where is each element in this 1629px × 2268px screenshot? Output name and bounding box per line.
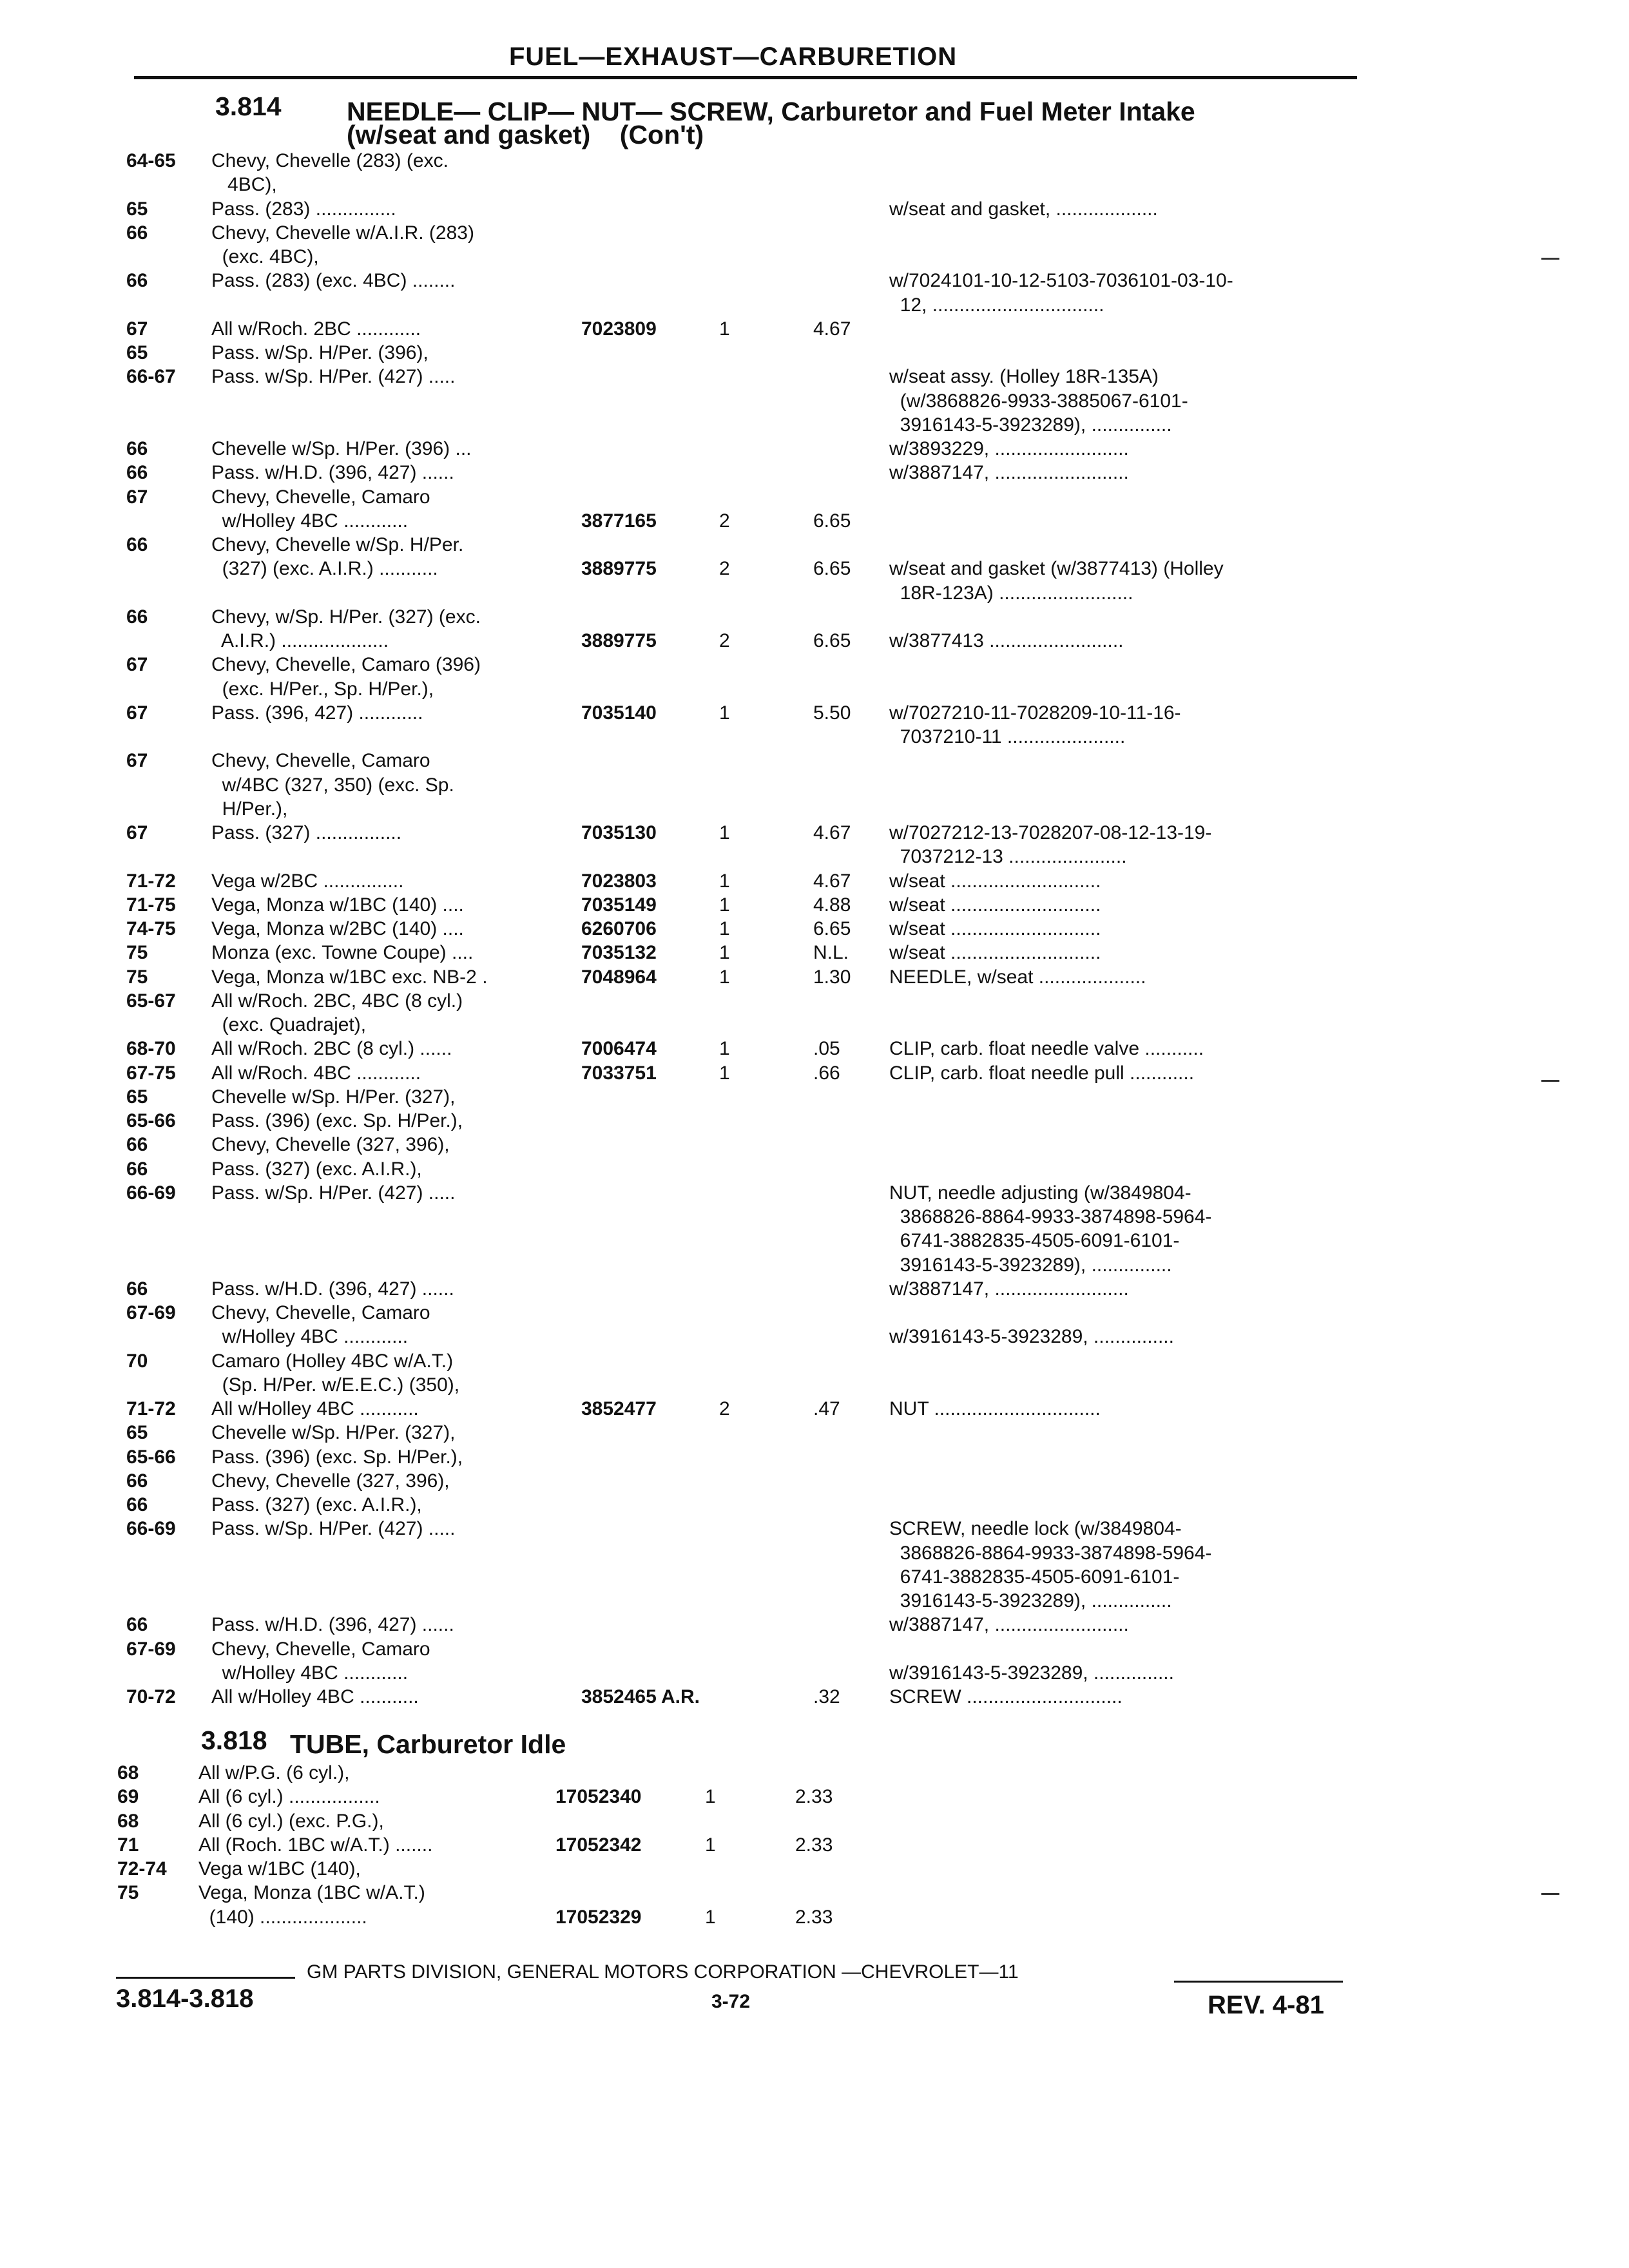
vehicle-model: Pass. w/H.D. (396, 427) ...... (211, 462, 454, 484)
footer-division: GM PARTS DIVISION, GENERAL MOTORS CORPORATION —CHEVROLET—11 (307, 1961, 1019, 1983)
vehicle-model: Chevy, Chevelle (327, 396), (211, 1470, 450, 1492)
header-rule (134, 76, 1357, 79)
table-row (0, 269, 1629, 295)
vehicle-model: Camaro (Holley 4BC w/A.T.) (211, 1350, 454, 1372)
table-row (0, 245, 1629, 271)
description: w/7027212-13-7028207-08-12-13-19- (889, 822, 1212, 843)
table-row (0, 822, 1629, 847)
price: 4.67 (813, 870, 851, 892)
model-year: 68-70 (126, 1038, 176, 1060)
table-row (0, 1062, 1629, 1088)
vehicle-model: All w/Roch. 4BC ............ (211, 1062, 421, 1084)
description: w/seat ............................ (889, 894, 1101, 916)
quantity: 1 (719, 942, 730, 964)
description: SCREW, needle lock (w/3849804- (889, 1518, 1182, 1540)
table-row (0, 1158, 1629, 1184)
model-year: 65 (126, 1086, 148, 1108)
table-row (0, 1662, 1629, 1687)
table-row (0, 1638, 1629, 1664)
description: w/3887147, ......................... (889, 1278, 1129, 1300)
table-row (0, 894, 1629, 919)
model-year: 75 (117, 1882, 139, 1904)
vehicle-model: H/Per.), (211, 798, 288, 820)
table-row (0, 390, 1629, 416)
description: 3868826-8864-9933-3874898-5964- (889, 1206, 1212, 1227)
vehicle-model: Vega, Monza w/1BC exc. NB-2 . (211, 966, 488, 988)
table-row (0, 941, 1629, 967)
table-row (0, 990, 1629, 1015)
table-row (0, 533, 1629, 559)
vehicle-model: w/Holley 4BC ............ (211, 1326, 409, 1348)
model-year: 67 (126, 318, 148, 340)
model-year: 64-65 (126, 150, 176, 171)
vehicle-model: All w/Roch. 2BC ............ (211, 318, 421, 340)
quantity: 1 (719, 966, 730, 988)
model-year: 67-75 (126, 1062, 176, 1084)
table-row (0, 1398, 1629, 1423)
description: 7037210-11 ...................... (889, 726, 1126, 747)
table-row (0, 1206, 1629, 1231)
model-year: 66 (126, 462, 148, 484)
table-row (0, 486, 1629, 512)
model-year: 65-66 (126, 1110, 176, 1131)
margin-mark (1541, 1080, 1559, 1082)
vehicle-model: Pass. (327) ................ (211, 822, 402, 843)
vehicle-model: Chevelle w/Sp. H/Per. (396) ... (211, 438, 472, 459)
description: SCREW ............................. (889, 1686, 1123, 1707)
vehicle-model: (140) .................... (198, 1906, 367, 1928)
vehicle-model: w/Holley 4BC ............ (211, 510, 409, 532)
part-number: 3889775 (581, 630, 657, 651)
description: 3868826-8864-9933-3874898-5964- (889, 1542, 1212, 1564)
vehicle-model: Chevelle w/Sp. H/Per. (327), (211, 1086, 456, 1108)
table-row (0, 318, 1629, 343)
vehicle-model: Pass. (396, 427) ............ (211, 702, 423, 724)
vehicle-model: Pass. w/H.D. (396, 427) ...... (211, 1614, 454, 1636)
model-year: 66-69 (126, 1518, 176, 1540)
model-year: 66-69 (126, 1182, 176, 1204)
section-a-title-line2: (w/seat and gasket) (Con't) (347, 120, 704, 149)
model-year: 71-72 (126, 870, 176, 892)
description: 12, ................................ (889, 294, 1104, 316)
table-row (0, 1182, 1629, 1207)
vehicle-model: (Sp. H/Per. w/E.E.C.) (350), (211, 1374, 460, 1396)
description: 6741-3882835-4505-6091-6101- (889, 1566, 1180, 1588)
model-year: 65-67 (126, 990, 176, 1012)
price: 4.67 (813, 318, 851, 340)
vehicle-model: Pass. (327) (exc. A.I.R.), (211, 1158, 422, 1180)
table-row (0, 1254, 1629, 1280)
description: w/3916143-5-3923289, ............... (889, 1326, 1174, 1348)
margin-mark (1541, 258, 1559, 260)
footer-rule-left (116, 1977, 295, 1979)
quantity: 1 (719, 318, 730, 340)
model-year: 72-74 (117, 1858, 167, 1879)
model-year: 71 (117, 1834, 139, 1856)
table-row (0, 1374, 1629, 1399)
model-year: 66 (126, 1470, 148, 1492)
description: w/3893229, ......................... (889, 438, 1129, 459)
table-row (0, 1421, 1629, 1447)
description: 18R-123A) ......................... (889, 582, 1133, 604)
table-row (0, 149, 1629, 175)
vehicle-model: Chevy, Chevelle w/Sp. H/Per. (211, 534, 464, 555)
table-row (0, 1014, 1629, 1039)
part-number: 17052342 (555, 1834, 642, 1856)
table-row (0, 341, 1629, 367)
description: (w/3868826-9933-3885067-6101- (889, 390, 1188, 412)
vehicle-model: Chevy, Chevelle (327, 396), (211, 1134, 450, 1156)
quantity: 1 (719, 822, 730, 843)
quantity: 1 (705, 1906, 716, 1928)
model-year: 75 (126, 966, 148, 988)
quantity: 1 (719, 918, 730, 939)
vehicle-model: All w/Holley 4BC ........... (211, 1398, 419, 1419)
vehicle-model: Pass. w/H.D. (396, 427) ...... (211, 1278, 454, 1300)
vehicle-model: All w/Roch. 2BC (8 cyl.) ...... (211, 1038, 452, 1060)
vehicle-model: Pass. (396) (exc. Sp. H/Per.), (211, 1110, 463, 1131)
description: w/3877413 ......................... (889, 630, 1124, 651)
table-row (0, 749, 1629, 775)
section-a-number: 3.814 (215, 91, 282, 121)
price: .32 (813, 1686, 840, 1707)
quantity: 1 (719, 870, 730, 892)
table-row (0, 222, 1629, 247)
model-year: 74-75 (126, 918, 176, 939)
description: NEEDLE, w/seat .................... (889, 966, 1146, 988)
description: w/seat ............................ (889, 870, 1101, 892)
vehicle-model: Pass. (327) (exc. A.I.R.), (211, 1494, 422, 1515)
table-row (0, 1133, 1629, 1159)
description: w/seat ............................ (889, 942, 1101, 964)
part-number: 3889775 (581, 558, 657, 580)
table-row (0, 461, 1629, 487)
table-row (0, 294, 1629, 320)
vehicle-model: Vega, Monza w/2BC (140) .... (211, 918, 464, 939)
price: 1.30 (813, 966, 851, 988)
vehicle-model: (exc. Quadrajet), (211, 1014, 367, 1035)
table-row (0, 798, 1629, 823)
price: 2.33 (795, 1786, 833, 1808)
part-number: 3852465 A.R. (581, 1686, 700, 1707)
quantity: 1 (719, 702, 730, 724)
description: 3916143-5-3923289), ............... (889, 414, 1172, 436)
table-row (0, 1325, 1629, 1351)
description: w/7027210-11-7028209-10-11-16- (889, 702, 1181, 724)
table-row (0, 1810, 1629, 1836)
part-number: 7035132 (581, 942, 657, 964)
table-row (0, 726, 1629, 751)
vehicle-model: Chevy, Chevelle (283) (exc. (211, 150, 448, 171)
price: 6.65 (813, 510, 851, 532)
section-b-title: TUBE, Carburetor Idle (290, 1729, 566, 1759)
vehicle-model: Chevy, Chevelle, Camaro (211, 486, 430, 508)
vehicle-model: Pass. (283) ............... (211, 198, 396, 220)
model-year: 67-69 (126, 1302, 176, 1323)
table-row (0, 918, 1629, 943)
description: w/seat and gasket, ................... (889, 198, 1158, 220)
table-row (0, 1858, 1629, 1883)
vehicle-model: w/Holley 4BC ............ (211, 1662, 409, 1684)
description: w/seat ............................ (889, 918, 1101, 939)
model-year: 71-72 (126, 1398, 176, 1419)
model-year: 65 (126, 342, 148, 363)
price: .05 (813, 1038, 840, 1060)
vehicle-model: Vega, Monza (1BC w/A.T.) (198, 1882, 425, 1904)
part-number: 3877165 (581, 510, 657, 532)
vehicle-model: Vega w/1BC (140), (198, 1858, 361, 1879)
vehicle-model: All (Roch. 1BC w/A.T.) ....... (198, 1834, 433, 1856)
vehicle-model: All w/P.G. (6 cyl.), (198, 1762, 350, 1783)
table-row (0, 414, 1629, 439)
margin-mark (1541, 1893, 1559, 1895)
vehicle-model: Pass. w/Sp. H/Per. (427) ..... (211, 1518, 456, 1540)
part-number: 7048964 (581, 966, 657, 988)
footer-section-range: 3.814-3.818 (116, 1984, 254, 2013)
price: 2.33 (795, 1834, 833, 1856)
model-year: 70 (126, 1350, 148, 1372)
vehicle-model: Pass. w/Sp. H/Per. (396), (211, 342, 429, 363)
vehicle-model: Pass. w/Sp. H/Per. (427) ..... (211, 1182, 456, 1204)
model-year: 66 (126, 606, 148, 628)
model-year: 66-67 (126, 366, 176, 388)
description: w/seat assy. (Holley 18R-135A) (889, 366, 1159, 388)
description: w/seat and gasket (w/3877413) (Holley (889, 558, 1224, 580)
table-row (0, 606, 1629, 631)
quantity: 2 (719, 558, 730, 580)
quantity: 2 (719, 1398, 730, 1419)
model-year: 67 (126, 486, 148, 508)
model-year: 65-66 (126, 1446, 176, 1468)
footer-page-number: 3-72 (711, 1991, 751, 2012)
vehicle-model: 4BC), (211, 174, 277, 196)
part-number: 7035149 (581, 894, 657, 916)
price: 4.67 (813, 822, 851, 843)
vehicle-model: (exc. 4BC), (211, 246, 319, 267)
model-year: 66 (126, 1158, 148, 1180)
table-row (0, 1881, 1629, 1907)
table-row (0, 1517, 1629, 1543)
part-number: 7006474 (581, 1038, 657, 1060)
description: 7037212-13 ...................... (889, 846, 1127, 868)
part-number: 7023803 (581, 870, 657, 892)
vehicle-model: Chevy, Chevelle, Camaro (396) (211, 654, 481, 676)
model-year: 67 (126, 702, 148, 724)
part-number: 7035140 (581, 702, 657, 724)
model-year: 66 (126, 1134, 148, 1156)
table-row (0, 1542, 1629, 1568)
footer-rule-right (1174, 1981, 1343, 1983)
vehicle-model: Chevy, Chevelle w/A.I.R. (283) (211, 222, 474, 244)
vehicle-model: Chevy, Chevelle, Camaro (211, 750, 430, 772)
part-number: 7033751 (581, 1062, 657, 1084)
description: CLIP, carb. float needle pull ............ (889, 1062, 1195, 1084)
vehicle-model: Vega w/2BC ............... (211, 870, 404, 892)
vehicle-model: Chevelle w/Sp. H/Per. (327), (211, 1422, 456, 1444)
model-year: 66 (126, 1614, 148, 1636)
table-row (0, 1785, 1629, 1811)
description: w/3887147, ......................... (889, 462, 1129, 484)
vehicle-model: (exc. H/Per., Sp. H/Per.), (211, 678, 434, 700)
quantity: 2 (719, 510, 730, 532)
table-row (0, 678, 1629, 704)
vehicle-model: All w/Holley 4BC ........... (211, 1686, 419, 1707)
model-year: 67 (126, 750, 148, 772)
vehicle-model: Chevy, w/Sp. H/Per. (327) (exc. (211, 606, 481, 628)
model-year: 70-72 (126, 1686, 176, 1707)
vehicle-model: Pass. w/Sp. H/Per. (427) ..... (211, 366, 456, 388)
model-year: 66 (126, 270, 148, 292)
table-row (0, 1446, 1629, 1472)
table-row (0, 557, 1629, 583)
description: 6741-3882835-4505-6091-6101- (889, 1230, 1180, 1252)
model-year: 68 (117, 1810, 139, 1832)
model-year: 65 (126, 1422, 148, 1444)
model-year: 66 (126, 222, 148, 244)
quantity: 1 (719, 1062, 730, 1084)
price: 5.50 (813, 702, 851, 724)
vehicle-model: Vega, Monza w/1BC (140) .... (211, 894, 464, 916)
table-row (0, 1278, 1629, 1303)
model-year: 67 (126, 654, 148, 676)
model-year: 68 (117, 1762, 139, 1783)
price: 6.65 (813, 630, 851, 651)
table-row (0, 1229, 1629, 1255)
vehicle-model: Monza (exc. Towne Coupe) .... (211, 942, 474, 964)
table-row (0, 1302, 1629, 1327)
table-row (0, 1762, 1629, 1787)
vehicle-model: Pass. (283) (exc. 4BC) ........ (211, 270, 456, 292)
vehicle-model: A.I.R.) .................... (211, 630, 389, 651)
quantity: 2 (719, 630, 730, 651)
vehicle-model: Chevy, Chevelle, Camaro (211, 1638, 430, 1660)
vehicle-model: All (6 cyl.) (exc. P.G.), (198, 1810, 384, 1832)
vehicle-model: w/4BC (327, 350) (exc. Sp. (211, 774, 454, 796)
table-row (0, 1110, 1629, 1135)
price: 6.65 (813, 918, 851, 939)
table-row (0, 582, 1629, 608)
table-row (0, 198, 1629, 224)
table-row (0, 365, 1629, 391)
vehicle-model: All (6 cyl.) ................. (198, 1786, 380, 1808)
model-year: 66 (126, 438, 148, 459)
description: NUT, needle adjusting (w/3849804- (889, 1182, 1191, 1204)
quantity: 1 (705, 1834, 716, 1856)
model-year: 71-75 (126, 894, 176, 916)
price: .66 (813, 1062, 840, 1084)
section-b-number: 3.818 (201, 1725, 267, 1755)
model-year: 67-69 (126, 1638, 176, 1660)
part-number: 6260706 (581, 918, 657, 939)
table-row (0, 774, 1629, 800)
price: 6.65 (813, 558, 851, 580)
footer-revision: REV. 4-81 (1208, 1991, 1324, 2019)
table-row (0, 1037, 1629, 1063)
section-a-title-line1: NEEDLE— CLIP— NUT— SCREW, Carburetor and Fuel Meter Intake (347, 97, 1195, 126)
model-year: 75 (126, 942, 148, 964)
model-year: 66 (126, 1494, 148, 1515)
table-row (0, 1906, 1629, 1932)
table-row (0, 173, 1629, 199)
part-number: 3852477 (581, 1398, 657, 1419)
table-row (0, 1686, 1629, 1711)
table-row (0, 1086, 1629, 1111)
table-row (0, 1590, 1629, 1615)
vehicle-model: Pass. (396) (exc. Sp. H/Per.), (211, 1446, 463, 1468)
table-row (0, 702, 1629, 727)
page-header-title: FUEL—EXHAUST—CARBURETION (509, 43, 958, 71)
price: N.L. (813, 942, 849, 964)
part-number: 7023809 (581, 318, 657, 340)
table-row (0, 1613, 1629, 1639)
description: w/3916143-5-3923289, ............... (889, 1662, 1174, 1684)
vehicle-model: (327) (exc. A.I.R.) ........... (211, 558, 438, 580)
table-row (0, 1494, 1629, 1519)
table-row (0, 966, 1629, 992)
model-year: 69 (117, 1786, 139, 1808)
vehicle-model: All w/Roch. 2BC, 4BC (8 cyl.) (211, 990, 463, 1012)
quantity: 1 (705, 1786, 716, 1808)
model-year: 65 (126, 198, 148, 220)
description: NUT ............................... (889, 1398, 1101, 1419)
description: w/3887147, ......................... (889, 1614, 1129, 1636)
model-year: 67 (126, 822, 148, 843)
table-row (0, 653, 1629, 679)
price: 4.88 (813, 894, 851, 916)
table-row (0, 845, 1629, 871)
description: 3916143-5-3923289), ............... (889, 1254, 1172, 1276)
description: w/7024101-10-12-5103-7036101-03-10- (889, 270, 1233, 292)
table-row (0, 870, 1629, 896)
quantity: 1 (719, 1038, 730, 1060)
part-number: 7035130 (581, 822, 657, 843)
part-number: 17052329 (555, 1906, 642, 1928)
model-year: 66 (126, 534, 148, 555)
table-row (0, 437, 1629, 463)
table-row (0, 1566, 1629, 1591)
vehicle-model: Chevy, Chevelle, Camaro (211, 1302, 430, 1323)
table-row (0, 1350, 1629, 1376)
table-row (0, 629, 1629, 655)
table-row (0, 1470, 1629, 1495)
description: 3916143-5-3923289), ............... (889, 1590, 1172, 1611)
model-year: 66 (126, 1278, 148, 1300)
table-row (0, 1834, 1629, 1860)
price: .47 (813, 1398, 840, 1419)
quantity: 1 (719, 894, 730, 916)
price: 2.33 (795, 1906, 833, 1928)
description: CLIP, carb. float needle valve ........... (889, 1038, 1204, 1060)
table-row (0, 510, 1629, 535)
part-number: 17052340 (555, 1786, 642, 1808)
